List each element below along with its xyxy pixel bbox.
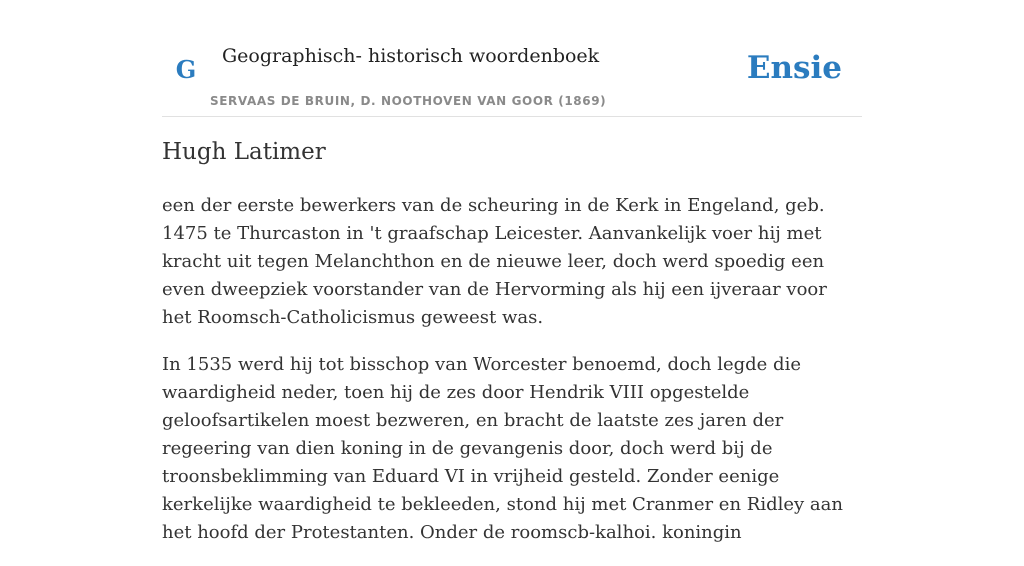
book-authors-year: SERVAAS DE BRUIN, D. NOOTHOVEN VAN GOOR (1869) bbox=[210, 94, 607, 108]
entry-paragraph: In 1535 werd hij tot bisschop van Worcester benoemd, doch legde die waardigheid neder, toen hij de zes door Hendrik VIII opgestelde geloofsartikelen moest bezweren, en bracht de laatste zes jaren der regeering van dien koning in de gevangenis door, doch werd bij de troonsbeklimming van Eduard VI in vrijheid gesteld. Zonder eenige kerkelijke waardigheid te bekleeden, stond hij met Cranmer en Ridley aan het hoofd der Protestanten. Onder de roomscb-kalhoi. koningin bbox=[162, 354, 843, 543]
entry-title: Hugh Latimer bbox=[162, 139, 326, 165]
ensie-logo-link[interactable]: Ensie bbox=[746, 50, 842, 86]
source-header bbox=[162, 30, 862, 117]
book-letter-icon[interactable]: G bbox=[175, 55, 197, 84]
book-title[interactable]: Geographisch- historisch woordenboek bbox=[222, 45, 600, 67]
entry-body bbox=[162, 192, 862, 566]
entry-paragraph: een der eerste bewerkers van de scheuring in de Kerk in Engeland, geb. 1475 te Thurcaston in 't graafschap Leicester. Aanvankelijk voer hij met kracht uit tegen Melanchthon en de nieuwe leer, doch werd spoedig een even dweepziek voorstander van de Hervorming als hij een ijveraar voor het Roomsch-Catholicismus geweest was. bbox=[162, 195, 827, 328]
